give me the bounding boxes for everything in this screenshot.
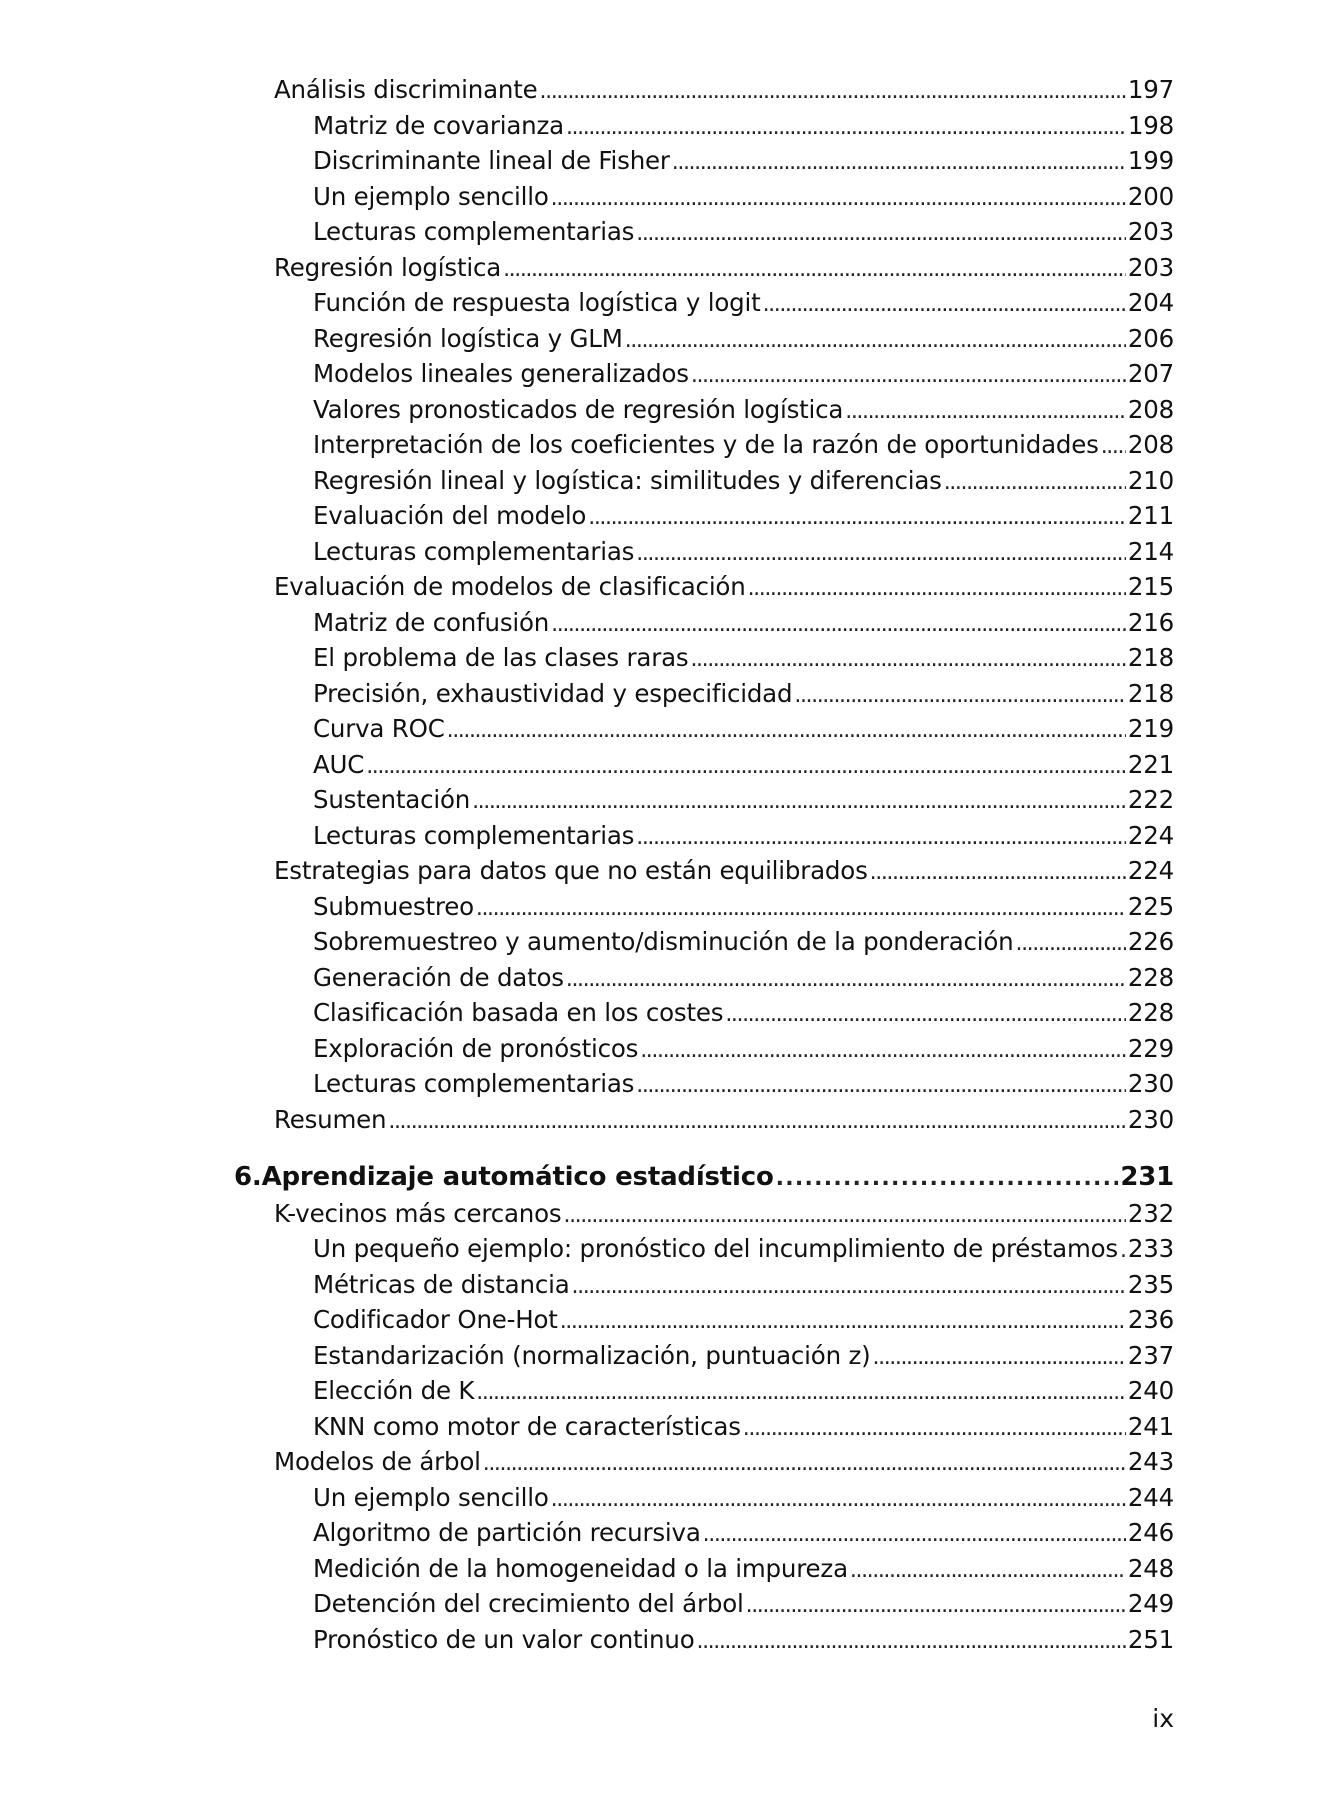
toc-section-entry[interactable] bbox=[274, 853, 1174, 889]
entry-title: Un ejemplo sencillo bbox=[313, 1482, 549, 1512]
entry-page-number: 216 bbox=[1127, 607, 1174, 637]
dot-leader bbox=[483, 1444, 1126, 1482]
entry-page-number: 224 bbox=[1127, 856, 1174, 885]
entry-title: Elección de K bbox=[313, 1376, 475, 1405]
entry-page-number: 231 bbox=[1120, 1162, 1174, 1192]
entry-page-number: 210 bbox=[1127, 465, 1174, 495]
dot-leader bbox=[672, 143, 1126, 181]
dot-leader bbox=[566, 960, 1126, 998]
toc-subsection-entry[interactable] bbox=[274, 889, 1174, 925]
entry-page-number: 236 bbox=[1127, 1305, 1174, 1334]
entry-page-number: 230 bbox=[1127, 1104, 1174, 1134]
dot-leader bbox=[551, 179, 1126, 217]
dot-leader bbox=[636, 534, 1126, 572]
entry-title: Lecturas complementarias bbox=[313, 217, 635, 246]
entry-title: Generación de datos bbox=[313, 962, 564, 992]
entry-title: Sustentación bbox=[313, 785, 471, 814]
entry-page-number: 207 bbox=[1127, 359, 1174, 388]
dot-leader bbox=[776, 1160, 1119, 1197]
entry-title: Precisión, exhaustividad y especificidad bbox=[313, 678, 793, 708]
toc-subsection-entry[interactable] bbox=[274, 1622, 1174, 1658]
entry-page-number: 208 bbox=[1127, 430, 1174, 459]
toc-subsection-entry[interactable] bbox=[274, 605, 1174, 641]
entry-page-number: 206 bbox=[1127, 323, 1174, 353]
entry-page-number: 233 bbox=[1127, 1234, 1174, 1263]
entry-page-number: 215 bbox=[1127, 572, 1174, 601]
entry-title: Lecturas complementarias bbox=[313, 820, 635, 850]
toc-subsection-entry[interactable] bbox=[274, 1409, 1174, 1445]
entry-page-number: 211 bbox=[1127, 501, 1174, 530]
toc-subsection-entry[interactable] bbox=[274, 1515, 1174, 1551]
toc-chapter-entry[interactable] bbox=[234, 1160, 1174, 1196]
entry-page-number: 243 bbox=[1127, 1447, 1174, 1476]
toc-subsection-entry[interactable] bbox=[274, 1551, 1174, 1587]
entry-title: Detención del crecimiento del árbol bbox=[313, 1589, 744, 1618]
entry-title: Interpretación de los coeficientes y de la razón de oportunidades bbox=[313, 430, 1099, 459]
dot-leader bbox=[551, 1480, 1126, 1518]
entry-title: Discriminante lineal de Fisher bbox=[313, 146, 670, 175]
entry-page-number: 224 bbox=[1127, 820, 1174, 850]
entry-page-number: 246 bbox=[1127, 1518, 1174, 1547]
entry-page-number: 203 bbox=[1127, 217, 1174, 246]
entry-title: Algoritmo de partición recursiva bbox=[313, 1518, 701, 1547]
toc-subsection-entry[interactable] bbox=[274, 1373, 1174, 1409]
dot-leader bbox=[873, 1338, 1126, 1376]
dot-leader bbox=[563, 1196, 1125, 1234]
toc-section-entry[interactable] bbox=[274, 250, 1174, 286]
entry-page-number: 232 bbox=[1127, 1198, 1174, 1228]
entry-page-number: 244 bbox=[1127, 1482, 1174, 1512]
dot-leader bbox=[503, 250, 1126, 288]
toc-subsection-entry[interactable] bbox=[274, 463, 1174, 499]
dot-leader bbox=[566, 108, 1126, 146]
toc-subsection-entry[interactable] bbox=[274, 782, 1174, 818]
entry-title: Pronóstico de un valor continuo bbox=[313, 1624, 695, 1654]
entry-page-number: 197 bbox=[1127, 75, 1174, 104]
entry-title: Curva ROC bbox=[313, 714, 445, 743]
entry-page-number: 200 bbox=[1127, 181, 1174, 211]
dot-leader bbox=[636, 1066, 1126, 1104]
dot-leader bbox=[703, 1515, 1126, 1553]
toc-subsection-entry[interactable] bbox=[274, 321, 1174, 357]
entry-page-number: 228 bbox=[1127, 998, 1174, 1027]
toc-subsection-entry[interactable] bbox=[274, 1267, 1174, 1303]
entry-title: Clasificación basada en los costes bbox=[313, 998, 724, 1027]
dot-leader bbox=[636, 818, 1126, 856]
toc-subsection-entry[interactable] bbox=[274, 1066, 1174, 1102]
entry-title: Regresión lineal y logística: similitudes y diferencias bbox=[313, 465, 942, 495]
entry-title: Regresión logística bbox=[274, 252, 502, 282]
dot-leader bbox=[447, 711, 1126, 749]
entry-title: Un ejemplo sencillo bbox=[313, 181, 549, 211]
entry-title: Submuestreo bbox=[313, 891, 474, 921]
entry-title: El problema de las clases raras bbox=[313, 643, 689, 672]
entry-title: Modelos de árbol bbox=[274, 1447, 481, 1476]
entry-page-number: 235 bbox=[1127, 1269, 1174, 1299]
toc-subsection-entry[interactable] bbox=[274, 818, 1174, 854]
dot-leader bbox=[366, 747, 1126, 785]
entry-title: AUC bbox=[313, 749, 365, 779]
entry-title: Evaluación de modelos de clasificación bbox=[274, 572, 746, 601]
entry-title: Métricas de distancia bbox=[313, 1269, 570, 1299]
table-of-contents bbox=[234, 72, 1174, 1657]
entry-title: Análisis discriminante bbox=[274, 75, 538, 104]
dot-leader bbox=[1101, 427, 1126, 465]
dot-leader bbox=[388, 1102, 1125, 1140]
toc-subsection-entry[interactable] bbox=[274, 711, 1174, 747]
dot-leader bbox=[691, 356, 1126, 394]
toc-subsection-entry[interactable] bbox=[274, 392, 1174, 428]
toc-section-entry[interactable] bbox=[274, 72, 1174, 108]
dot-leader bbox=[560, 1302, 1126, 1340]
entry-page-number: 222 bbox=[1127, 785, 1174, 814]
entry-title: K-vecinos más cercanos bbox=[274, 1198, 562, 1228]
dot-leader bbox=[746, 1586, 1126, 1624]
toc-subsection-entry[interactable] bbox=[274, 640, 1174, 676]
dot-leader bbox=[748, 569, 1126, 607]
entry-page-number: 230 bbox=[1127, 1069, 1174, 1098]
entry-page-number: 241 bbox=[1127, 1411, 1174, 1441]
dot-leader bbox=[625, 321, 1126, 359]
entry-page-number: 237 bbox=[1127, 1340, 1174, 1370]
toc-subsection-entry[interactable] bbox=[274, 1480, 1174, 1516]
dot-leader bbox=[472, 782, 1126, 820]
dot-leader bbox=[588, 498, 1126, 536]
toc-subsection-entry[interactable] bbox=[274, 143, 1174, 179]
entry-title: Lecturas complementarias bbox=[313, 1069, 635, 1098]
toc-subsection-entry[interactable] bbox=[274, 534, 1174, 570]
toc-subsection-entry[interactable] bbox=[274, 214, 1174, 250]
toc-subsection-entry[interactable] bbox=[274, 676, 1174, 712]
entry-page-number: 249 bbox=[1127, 1589, 1174, 1618]
dot-leader bbox=[763, 285, 1126, 323]
toc-subsection-entry[interactable] bbox=[274, 924, 1174, 960]
toc-subsection-entry[interactable] bbox=[274, 1302, 1174, 1338]
entry-title: Resumen bbox=[274, 1104, 387, 1134]
entry-page-number: 221 bbox=[1127, 749, 1174, 779]
entry-title: Estandarización (normalización, puntuación z) bbox=[313, 1340, 871, 1370]
toc-subsection-entry[interactable] bbox=[274, 1338, 1174, 1374]
entry-page-number: 204 bbox=[1127, 288, 1174, 317]
entry-title: Exploración de pronósticos bbox=[313, 1033, 639, 1063]
entry-page-number: 219 bbox=[1127, 714, 1174, 743]
entry-page-number: 208 bbox=[1127, 394, 1174, 424]
entry-title: Medición de la homogeneidad o la impureza bbox=[313, 1553, 848, 1583]
entry-title: Codificador One-Hot bbox=[313, 1305, 558, 1334]
entry-title: Regresión logística y GLM bbox=[313, 323, 623, 353]
chapter-number: 6. bbox=[234, 1162, 262, 1192]
dot-leader bbox=[794, 676, 1125, 714]
entry-page-number: 229 bbox=[1127, 1033, 1174, 1063]
entry-title: Aprendizaje automático estadístico bbox=[261, 1162, 774, 1192]
dot-leader bbox=[1120, 1231, 1126, 1269]
entry-title: Evaluación del modelo bbox=[313, 501, 587, 530]
entry-title: Función de respuesta logística y logit bbox=[313, 288, 761, 317]
dot-leader bbox=[1016, 924, 1126, 962]
entry-page-number: 203 bbox=[1127, 252, 1174, 282]
entry-page-number: 199 bbox=[1127, 146, 1174, 175]
dot-leader bbox=[870, 853, 1126, 891]
dot-leader bbox=[640, 1031, 1126, 1069]
toc-subsection-entry[interactable] bbox=[274, 960, 1174, 996]
toc-subsection-entry[interactable] bbox=[274, 427, 1174, 463]
entry-page-number: 214 bbox=[1127, 536, 1174, 566]
toc-subsection-entry[interactable] bbox=[274, 179, 1174, 215]
entry-title: KNN como motor de características bbox=[313, 1411, 741, 1441]
entry-title: Estrategias para datos que no están equilibrados bbox=[274, 856, 868, 885]
dot-leader bbox=[944, 463, 1126, 501]
toc-subsection-entry[interactable] bbox=[274, 285, 1174, 321]
dot-leader bbox=[725, 995, 1126, 1033]
dot-leader bbox=[743, 1409, 1126, 1447]
toc-subsection-entry[interactable] bbox=[274, 1231, 1174, 1267]
toc-section-entry[interactable] bbox=[274, 1196, 1174, 1232]
toc-section-entry[interactable] bbox=[274, 1444, 1174, 1480]
entry-title: Lecturas complementarias bbox=[313, 536, 635, 566]
dot-leader bbox=[690, 640, 1125, 678]
dot-leader bbox=[572, 1267, 1126, 1305]
toc-subsection-entry[interactable] bbox=[274, 995, 1174, 1031]
dot-leader bbox=[850, 1551, 1126, 1589]
entry-title: Sobremuestreo y aumento/disminución de la ponderación bbox=[313, 927, 1014, 956]
dot-leader bbox=[636, 214, 1126, 252]
dot-leader bbox=[476, 889, 1126, 927]
toc-section-entry[interactable] bbox=[274, 1102, 1174, 1138]
dot-leader bbox=[476, 1373, 1126, 1411]
dot-leader bbox=[696, 1622, 1125, 1660]
entry-title: Valores pronosticados de regresión logística bbox=[313, 394, 844, 424]
dot-leader bbox=[551, 605, 1126, 643]
toc-section-entry[interactable] bbox=[274, 569, 1174, 605]
toc-subsection-entry[interactable] bbox=[274, 108, 1174, 144]
entry-title: Matriz de confusión bbox=[313, 607, 550, 637]
entry-page-number: 198 bbox=[1127, 110, 1174, 140]
entry-page-number: 228 bbox=[1127, 962, 1174, 992]
entry-page-number: 225 bbox=[1127, 891, 1174, 921]
entry-page-number: 226 bbox=[1127, 927, 1174, 956]
toc-subsection-entry[interactable] bbox=[274, 356, 1174, 392]
entry-title: Matriz de covarianza bbox=[313, 110, 564, 140]
page-number: ix bbox=[1152, 1704, 1174, 1733]
toc-subsection-entry[interactable] bbox=[274, 1031, 1174, 1067]
toc-subsection-entry[interactable] bbox=[274, 1586, 1174, 1622]
toc-subsection-entry[interactable] bbox=[274, 498, 1174, 534]
dot-leader bbox=[540, 72, 1126, 110]
entry-page-number: 251 bbox=[1127, 1624, 1174, 1654]
toc-subsection-entry[interactable] bbox=[274, 747, 1174, 783]
entry-page-number: 248 bbox=[1127, 1553, 1174, 1583]
entry-page-number: 240 bbox=[1127, 1376, 1174, 1405]
entry-title: Modelos lineales generalizados bbox=[313, 359, 689, 388]
entry-page-number: 218 bbox=[1127, 678, 1174, 708]
entry-title: Un pequeño ejemplo: pronóstico del incumplimiento de préstamos bbox=[313, 1234, 1118, 1263]
entry-page-number: 218 bbox=[1127, 643, 1174, 672]
dot-leader bbox=[845, 392, 1126, 430]
